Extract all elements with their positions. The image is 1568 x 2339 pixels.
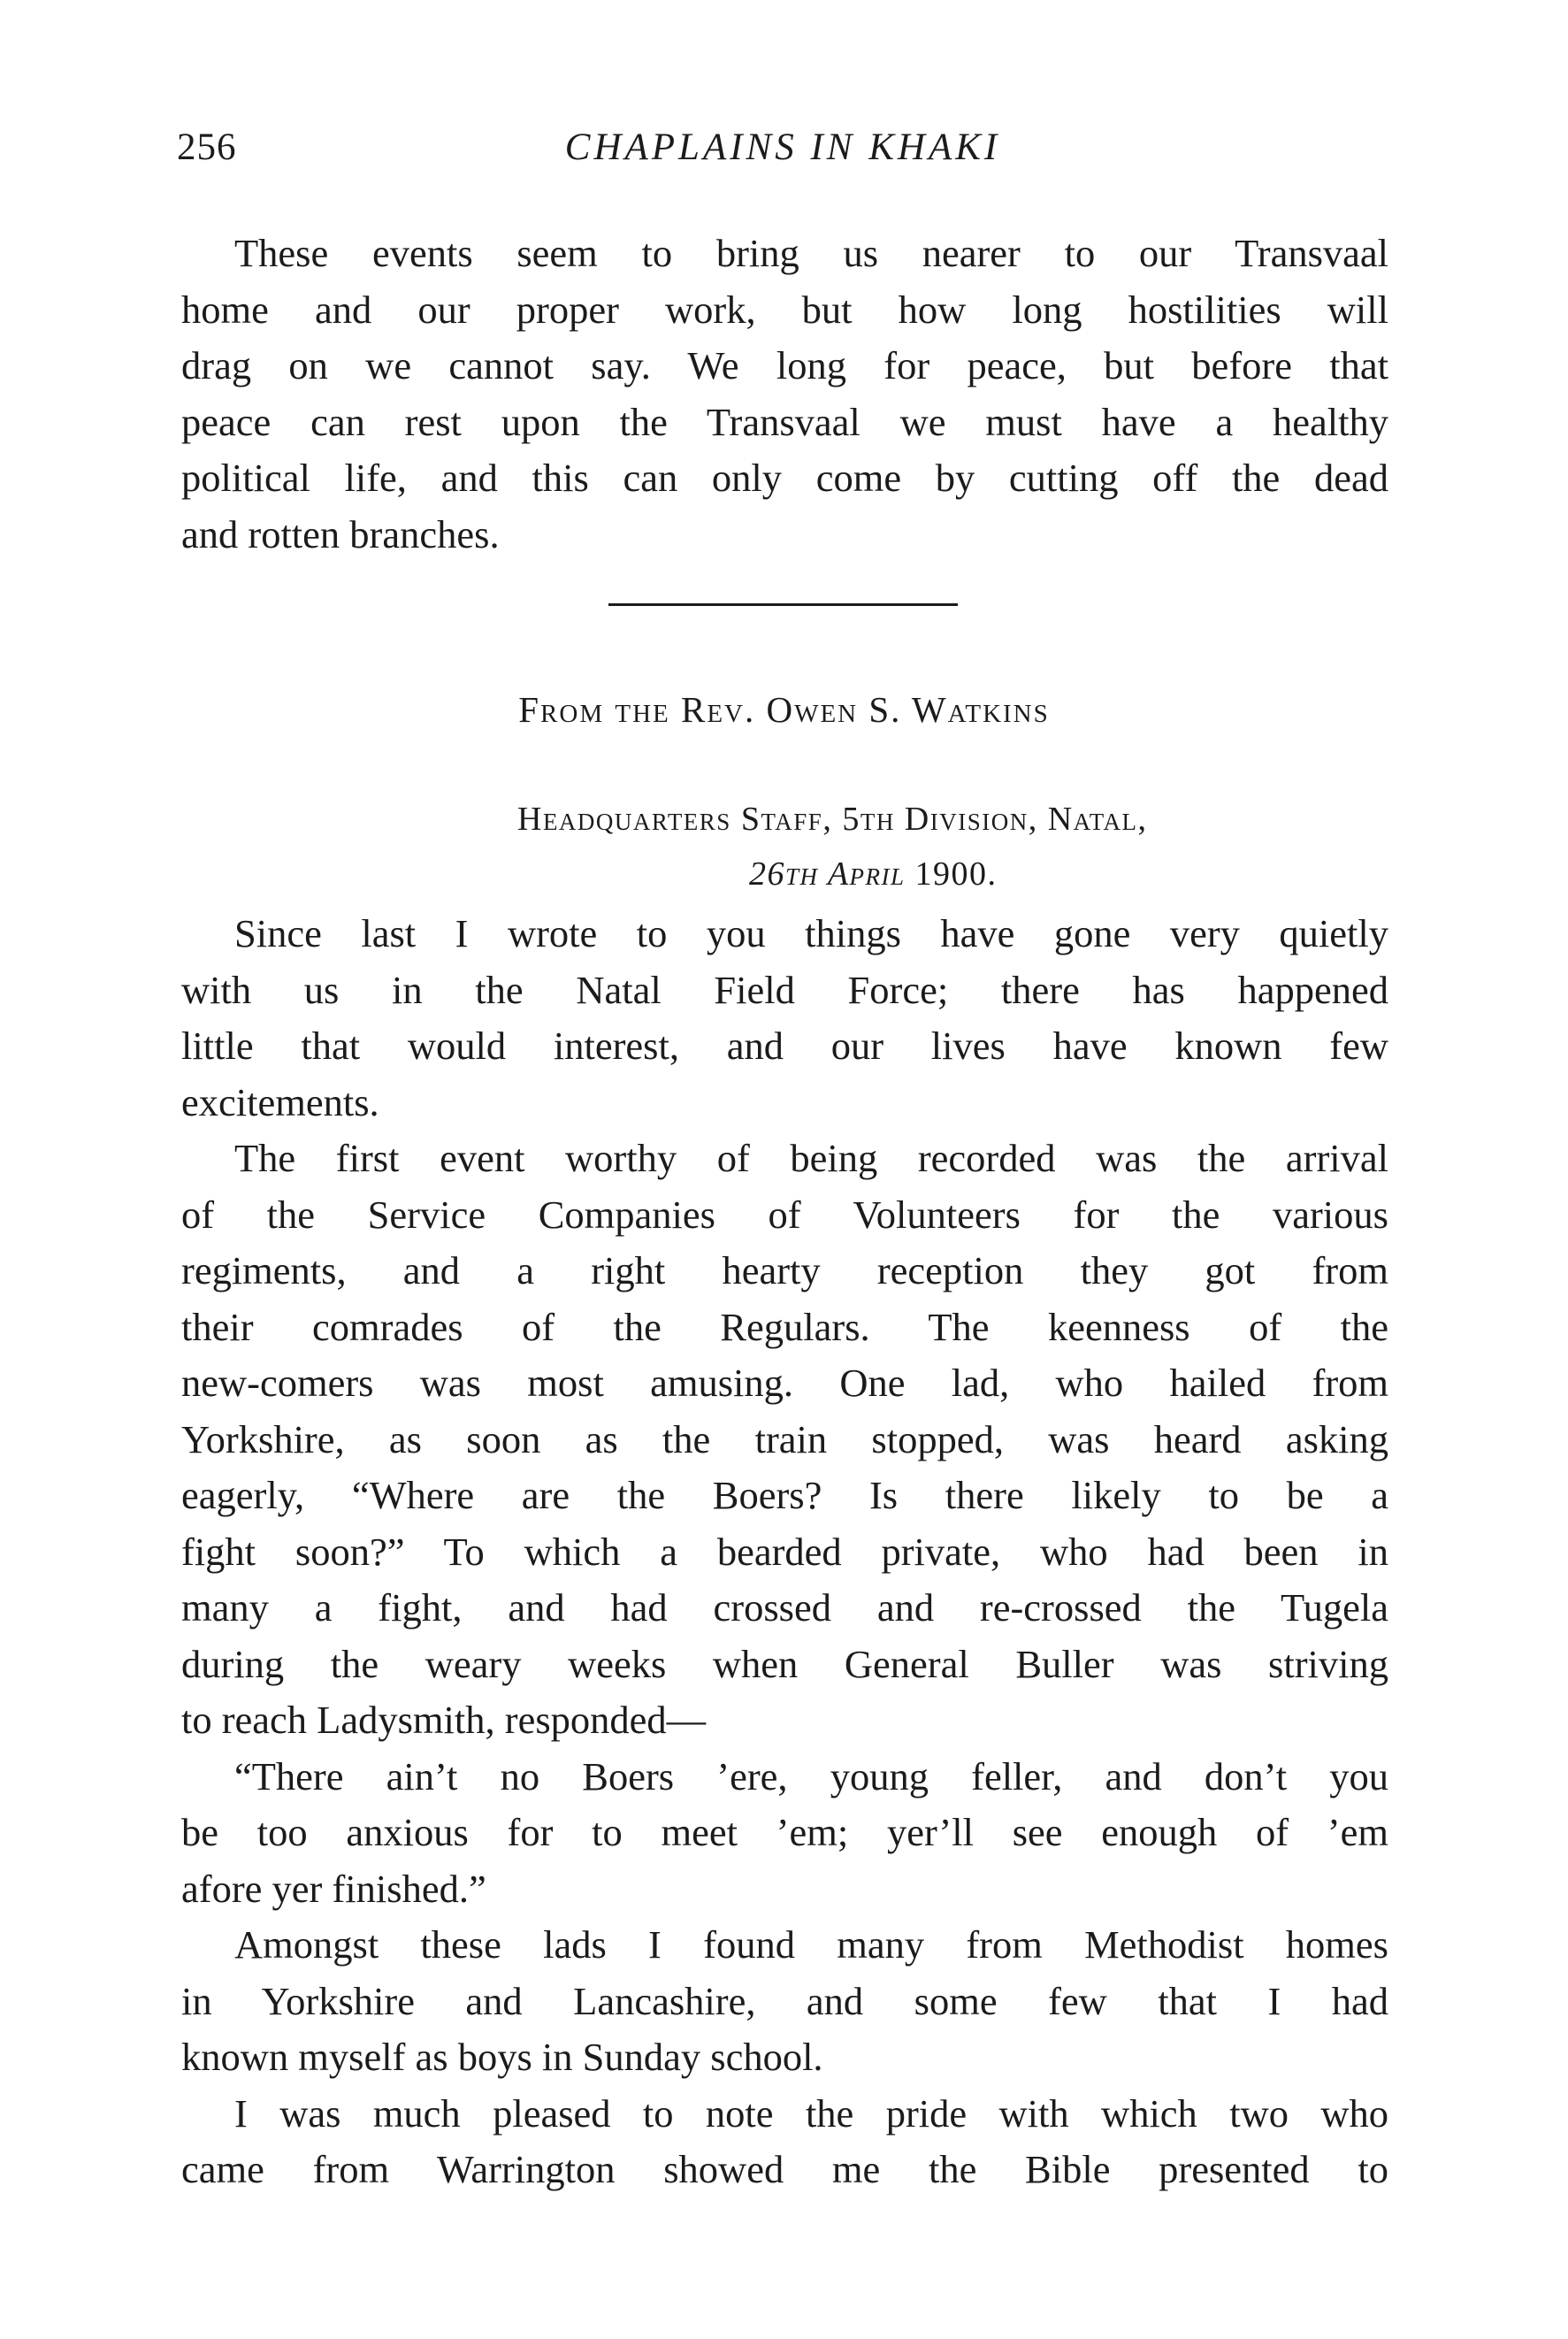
text-line: be too anxious for to meet ’em; yer’ll see enough of ’em [181, 1810, 1388, 1854]
page-number: 256 [177, 127, 237, 168]
text-line: peace can rest upon the Transvaal we must have a healthy [181, 399, 1388, 444]
date-day: 26th April [749, 855, 906, 893]
text-line: fight soon?” To which a bearded private, who had been in [181, 1529, 1388, 1574]
text-line: home and our proper work, but how long hostilities will [181, 287, 1388, 332]
text-line: Amongst these lads I found many from Methodist homes [234, 1922, 1388, 1967]
text-line: came from Warrington showed me the Bible presented to [181, 2147, 1388, 2191]
section-heading: From the Rev. Owen S. Watkins [518, 689, 1050, 730]
text-line: and rotten branches. [181, 511, 500, 556]
text-line: excitements. [181, 1079, 379, 1124]
text-line: I was much pleased to note the pride with which two who [234, 2090, 1388, 2136]
running-title: CHAPLAINS IN KHAKI [564, 127, 1001, 168]
letter-address [517, 792, 1388, 901]
text-line: with us in the Natal Field Force; there has happened [181, 967, 1388, 1012]
text-line: new-comers was most amusing. One lad, who hailed from [181, 1361, 1388, 1405]
letter-body [181, 906, 1388, 2198]
letter-date [517, 847, 1388, 901]
text-line: many a fight, and had crossed and re-crossed the Tugela [181, 1585, 1388, 1630]
section-divider [608, 603, 958, 606]
text-line: to reach Ladysmith, responded— [181, 1698, 707, 1742]
text-line: regiments, and a right hearty reception they got from [181, 1248, 1388, 1292]
text-line: political life, and this can only come by cutting off the dead [181, 456, 1388, 500]
text-line: little that would interest, and our lives have known few [181, 1024, 1388, 1068]
text-line: in Yorkshire and Lancashire, and some few that I had [181, 1978, 1388, 2023]
page-header [177, 126, 1388, 179]
text-line: eagerly, “Where are the Boers? Is there likely to be a [181, 1473, 1388, 1517]
text-line: afore yer finished.” [181, 1866, 486, 1911]
text-line: Since last I wrote to you things have gone very quietly [234, 911, 1388, 955]
opening-paragraph [181, 226, 1388, 563]
text-line: known myself as boys in Sunday school. [181, 2035, 823, 2079]
text-line: “There ain’t no Boers ’ere, young feller, and don’t you [234, 1753, 1388, 1798]
date-year: 1900. [914, 855, 998, 893]
text-line: Yorkshire, as soon as the train stopped, was heard asking [181, 1416, 1388, 1461]
text-line: These events seem to bring us nearer to our Transvaal [234, 231, 1388, 275]
text-line: during the weary weeks when General Buller was striving [181, 1641, 1388, 1686]
text-line: The first event worthy of being recorded was the arrival [234, 1136, 1388, 1180]
text-line: their comrades of the Regulars. The keenness of the [181, 1304, 1388, 1349]
text-line: of the Service Companies of Volunteers for the various [181, 1192, 1388, 1237]
text-line: drag on we cannot say. We long for peace, but before that [181, 343, 1388, 387]
address-line: Headquarters Staff, 5th Division, Natal, [517, 801, 1148, 838]
